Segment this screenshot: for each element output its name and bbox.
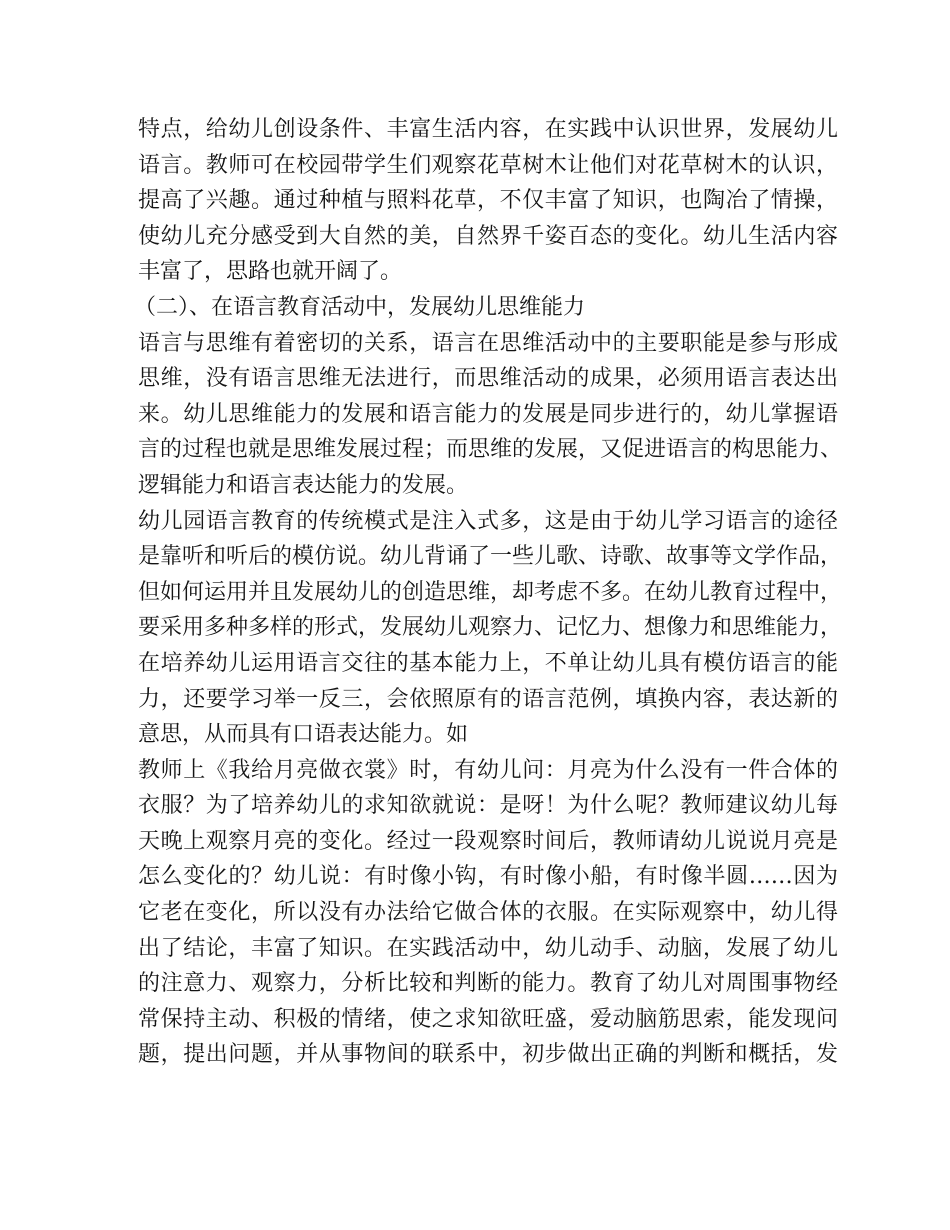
section-heading: （二）、在语言教育活动中，发展幼儿思维能力	[134, 294, 586, 320]
text-line: 天晚上观察月亮的变化。经过一段观察时间后，教师请幼儿说说月亮是	[138, 828, 838, 854]
text-line: 语言。教师可在校园带学生们观察花草树木让他们对花草树木的认识，	[138, 152, 838, 178]
text-line: 但如何运用并且发展幼儿的创造思维，却考虑不多。在幼儿教育过程中，	[138, 579, 843, 605]
text-line: 是靠听和听后的模仿说。幼儿背诵了一些儿歌、诗歌、故事等文学作品，	[138, 544, 843, 570]
text-line: 逻辑能力和语言表达能力的发展。	[138, 472, 469, 498]
text-line: 思维，没有语言思维无法进行，而思维活动的成果，必须用语言表达出	[138, 366, 838, 392]
text-line: 常保持主动、积极的情绪，使之求知欲旺盛，爱动脑筋思索，能发现问	[138, 1006, 838, 1032]
body-text	[134, 112, 843, 1073]
text-line: 在培养幼儿运用语言交往的基本能力上，不单让幼儿具有模仿语言的能	[138, 650, 838, 676]
text-line: 幼儿园语言教育的传统模式是注入式多，这是由于幼儿学习语言的途径	[138, 508, 838, 534]
text-line: 力，还要学习举一反三，会依照原有的语言范例，填换内容，表达新的	[138, 686, 838, 712]
text-line: 特点，给幼儿创设条件、丰富生活内容，在实践中认识世界，发展幼儿	[138, 117, 838, 142]
text-line: 怎么变化的？幼儿说：有时像小钩，有时像小船，有时像半圆……因为	[138, 864, 838, 890]
text-line: 教师上《我给月亮做衣裳》时，有幼儿问：月亮为什么没有一件合体的	[138, 757, 838, 783]
text-line: 的注意力、观察力，分析比较和判断的能力。教育了幼儿对周围事物经	[138, 971, 838, 997]
text-line: 使幼儿充分感受到大自然的美，自然界千姿百态的变化。幼儿生活内容	[138, 223, 838, 249]
text-line: 题，提出问题，并从事物间的联系中，初步做出正确的判断和概括，发	[138, 1042, 838, 1068]
text-line: 语言与思维有着密切的关系，语言在思维活动中的主要职能是参与形成	[138, 330, 838, 356]
text-line: 出了结论，丰富了知识。在实践活动中，幼儿动手、动脑，发展了幼儿	[138, 935, 838, 961]
text-line: 丰富了，思路也就开阔了。	[138, 259, 403, 285]
text-line: 言的过程也就是思维发展过程；而思维的发展，又促进语言的构思能力、	[138, 437, 843, 463]
text-line: 意思，从而具有口语表达能力。如	[138, 722, 469, 748]
text-line: 来。幼儿思维能力的发展和语言能力的发展是同步进行的，幼儿掌握语	[138, 401, 838, 427]
text-line: 提高了兴趣。通过种植与照料花草，不仅丰富了知识，也陶冶了情操，	[138, 188, 838, 214]
text-line: 要采用多种多样的形式，发展幼儿观察力、记忆力、想像力和思维能力，	[138, 615, 843, 641]
text-line: 衣服？为了培养幼儿的求知欲就说：是呀！为什么呢？教师建议幼儿每	[138, 793, 838, 819]
text-line: 它老在变化，所以没有办法给它做合体的衣服。在实际观察中，幼儿得	[138, 900, 838, 926]
